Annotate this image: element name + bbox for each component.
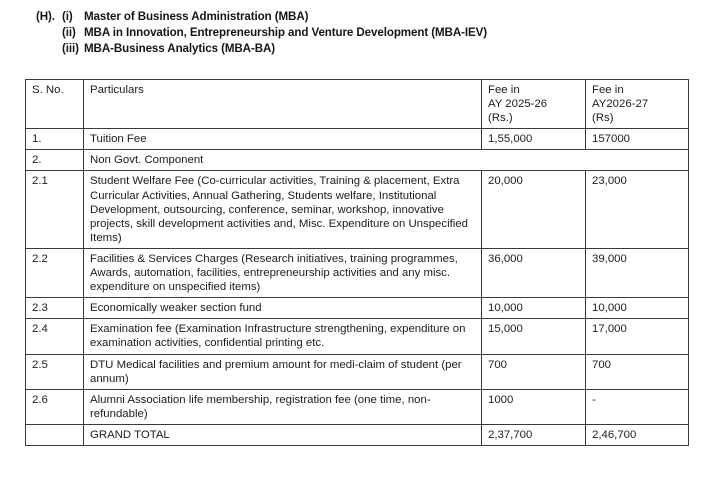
row-fee-2025-26: 2,37,700 [482, 424, 586, 445]
row-particulars: Tuition Fee [84, 129, 482, 150]
column-header-fee-2026-27 [586, 80, 689, 129]
row-sno: 2.6 [26, 389, 84, 424]
column-header-sno: S. No. [26, 80, 84, 129]
heading-text-1: Master of Business Administration (MBA) [84, 10, 309, 23]
row-particulars: Examination fee (Examination Infrastructure strengthening, expenditure on examination activities, confidential printing etc. [84, 319, 482, 354]
heading-line-2 [36, 25, 676, 41]
heading-text-3: MBA-Business Analytics (MBA-BA) [84, 42, 276, 56]
row-sno: 2.4 [26, 319, 84, 354]
row-particulars: GRAND TOTAL [84, 424, 482, 445]
row-particulars: Economically weaker section fund [84, 298, 482, 319]
table-header-row [26, 80, 689, 129]
table-row-section [26, 150, 689, 171]
fee2-header-line2: AY2026-27 [592, 98, 649, 111]
table-row [26, 171, 689, 248]
row-sno: 1. [26, 129, 84, 150]
column-header-particulars: Particulars [84, 80, 482, 129]
heading-text-2: MBA in Innovation, Entrepreneurship and Venture Development (MBA-IEV) [84, 26, 487, 40]
table-row [26, 298, 689, 319]
row-fee-2026-27: 700 [586, 354, 689, 389]
heading-line-1 [36, 9, 676, 25]
row-fee-2025-26: 1,55,000 [482, 129, 586, 150]
row-fee-2025-26: 1000 [482, 389, 586, 424]
row-fee-2025-26: 20,000 [482, 171, 586, 248]
row-sno: 2.2 [26, 248, 84, 297]
table-row-total [26, 424, 689, 445]
row-sno: 2.3 [26, 298, 84, 319]
row-fee-2026-27: 23,000 [586, 171, 689, 248]
heading-marker-1: (i) [62, 10, 73, 23]
column-header-fee-2025-26 [482, 80, 586, 129]
row-fee-2026-27: 10,000 [586, 298, 689, 319]
heading-marker-2: (ii) [62, 26, 76, 40]
heading-line-3 [36, 41, 676, 57]
table-row [26, 389, 689, 424]
table-row [26, 248, 689, 297]
row-sno [26, 424, 84, 445]
row-particulars: Alumni Association life membership, registration fee (one time, non-refundable) [84, 389, 482, 424]
table-row [26, 319, 689, 354]
fee-structure-table [25, 79, 689, 446]
programme-heading [36, 9, 676, 58]
row-particulars: Facilities & Services Charges (Research initiatives, training programmes, Awards, automation, facilities, entrepreneurship activities and any misc. expenditure on unspecified items) [84, 248, 482, 297]
row-fee-2025-26: 700 [482, 354, 586, 389]
fee1-header-line1: Fee in [488, 84, 520, 96]
table-row [26, 354, 689, 389]
row-fee-2026-27: 2,46,700 [586, 424, 689, 445]
row-sno: 2.1 [26, 171, 84, 248]
heading-marker-3: (iii) [62, 42, 79, 56]
row-fee-2026-27: - [586, 389, 689, 424]
row-fee-2026-27: 39,000 [586, 248, 689, 297]
row-sno: 2. [26, 150, 84, 171]
row-fee-2025-26: 15,000 [482, 319, 586, 354]
row-particulars: Non Govt. Component [84, 150, 689, 171]
fee1-header-line2: AY 2025-26 [488, 98, 548, 111]
row-fee-2026-27: 157000 [586, 129, 689, 150]
fee1-header-line3: (Rs.) [488, 112, 513, 125]
row-fee-2025-26: 10,000 [482, 298, 586, 319]
table-row [26, 129, 689, 150]
row-fee-2025-26: 36,000 [482, 248, 586, 297]
row-particulars: Student Welfare Fee (Co-curricular activities, Training & placement, Extra Curricular Activities, Annual Gathering, Students welfare, Institutional Development, outsourcing, conference, seminar, workshop, innovative projects, skill development activities and, Misc. Expenditure on Unspecified Items) [84, 171, 482, 248]
fee2-header-line1: Fee in [592, 84, 624, 96]
row-sno: 2.5 [26, 354, 84, 389]
fee2-header-line3: (Rs) [592, 112, 614, 125]
row-fee-2026-27: 17,000 [586, 319, 689, 354]
row-particulars: DTU Medical facilities and premium amount for medi-claim of student (per annum) [84, 354, 482, 389]
section-tag: (H). [36, 10, 55, 23]
